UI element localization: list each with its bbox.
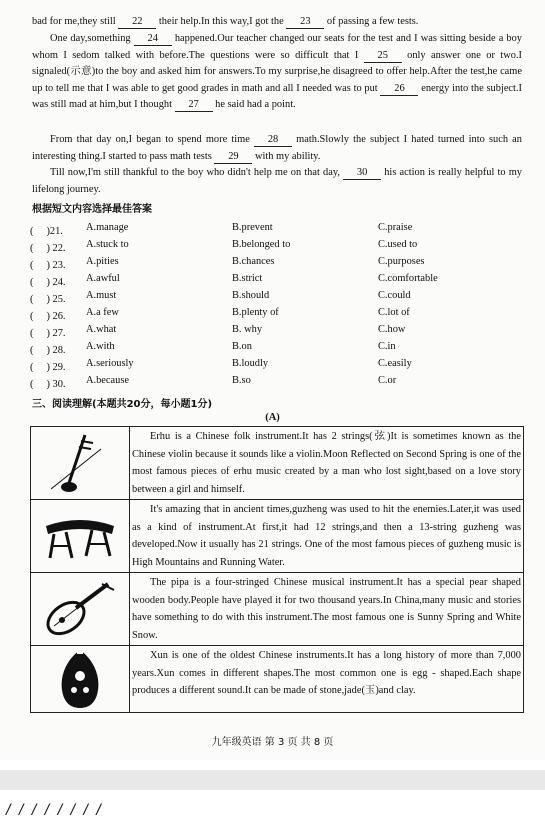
xun-icon <box>31 646 130 712</box>
paragraph-4: Till now,I'm still thankful to the boy who didn't help me on that day, 30 his action is really helpful to my lifelong journey. <box>32 167 522 195</box>
option-a: A.with <box>86 341 115 352</box>
section-a-label: (A) <box>265 412 280 423</box>
question-number: ( ) 27. <box>30 328 66 339</box>
option-a: A.must <box>86 290 117 301</box>
option-c: C.lot of <box>378 307 410 318</box>
option-c: C.praise <box>378 222 413 233</box>
blank-22: 22 <box>118 16 156 29</box>
option-a: A.a few <box>86 307 119 318</box>
question-number: ( ) 25. <box>30 294 66 305</box>
question-number: ( ) 23. <box>30 260 66 271</box>
section-3-heading: 三、阅读理解(本题共20分，每小题1分) <box>32 399 213 410</box>
option-a: A.manage <box>86 222 129 233</box>
blank-23: 23 <box>286 16 324 29</box>
option-row <box>30 307 530 324</box>
question-number: ( ) 28. <box>30 345 66 356</box>
blank-29: 29 <box>214 151 252 164</box>
paragraph-3: From that day on,I began to spend more time 28 math.Slowly the subject I hated turned into such an interesting thing.I started to pass math tests 29 with my ability. <box>32 134 522 162</box>
option-row <box>30 358 530 375</box>
option-b: B.chances <box>232 256 275 267</box>
option-b: B.belonged to <box>232 239 291 250</box>
option-c: C.how <box>378 324 406 335</box>
table-row <box>31 646 523 712</box>
question-number: ( ) 29. <box>30 362 66 373</box>
blank-25: 25 <box>364 50 402 63</box>
instrument-table <box>30 426 524 713</box>
option-row <box>30 324 530 341</box>
table-row <box>31 500 523 573</box>
blank-27: 27 <box>175 99 213 112</box>
option-row <box>30 375 530 392</box>
instrument-text: Xun is one of the oldest Chinese instruments.It has a long history of more than 7,000 years.Xun comes in different shapes.The most common one is egg - shaped.Each shape produces a different sound.It can be made of stone,jade(玉)and clay. <box>132 650 521 696</box>
option-c: C.or <box>378 375 397 386</box>
option-row <box>30 222 530 239</box>
option-b: B.plenty of <box>232 307 279 318</box>
option-b: B.should <box>232 290 270 301</box>
option-a: A.awful <box>86 273 120 284</box>
option-row <box>30 290 530 307</box>
page-footer: 九年级英语 第 3 页 共 8 页 <box>211 737 334 748</box>
option-c: C.could <box>378 290 411 301</box>
instrument-text: It's amazing that in ancient times,guzheng was used to hit the enemies.Later,it was used as a kind of instrument.At first,it had 12 strings,and then a 13-string guzheng was developed.Now it usually has 21 strings. One of the most famous pieces of guzheng music is High Mountains and Running Water. <box>132 504 521 568</box>
option-a: A.stuck to <box>86 239 129 250</box>
question-number: ( )21. <box>30 226 63 237</box>
paragraph-2: One day,something 24 happened.Our teacher changed our seats for the test and I was sitting beside a boy whom I sedom talked with before.The questions were so difficult that I 25 only answer one or two.I signaled(示意)to the boy and asked him for answers.To my surprise,he disagreed to offer help.After the test,he came up to tell me that I was able to get good grades in math and all I needed was to put 26 energy into the subject.I was still mad at him,but I thought 27 he said had a point. <box>32 33 522 110</box>
option-row <box>30 341 530 358</box>
page-gap <box>0 770 545 790</box>
instruction-heading: 根据短文内容选择最佳答案 <box>32 204 152 215</box>
question-number: ( ) 24. <box>30 277 66 288</box>
option-a: A.because <box>86 375 129 386</box>
question-number: ( ) 30. <box>30 379 66 390</box>
option-row <box>30 239 530 256</box>
next-page <box>0 790 545 826</box>
blank-30: 30 <box>343 167 381 180</box>
option-a: A.pities <box>86 256 119 267</box>
option-c: C.easily <box>378 358 412 369</box>
guzheng-icon <box>31 500 130 572</box>
option-b: B.so <box>232 375 251 386</box>
option-c: C.in <box>378 341 396 352</box>
option-b: B.loudly <box>232 358 269 369</box>
blank-26: 26 <box>380 83 418 96</box>
question-number: ( ) 26. <box>30 311 66 322</box>
option-c: C.used to <box>378 239 418 250</box>
option-b: B. why <box>232 324 263 335</box>
paragraph-1: bad for me,they still 22 their help.In this way,I got the 23 of passing a few tests. <box>32 16 419 27</box>
blank-24: 24 <box>134 33 172 46</box>
option-a: A.what <box>86 324 117 335</box>
question-number: ( ) 22. <box>30 243 66 254</box>
erhu-icon <box>31 427 130 499</box>
option-row <box>30 273 530 290</box>
instrument-text: Erhu is a Chinese folk instrument.It has 2 strings(弦)It is sometimes known as the Chinese violin because it sounds like a violin.Moon Reflected on Second Spring is one of the most famous pieces of erhu music created by a man who lost sight,based on a love story between a girl and himself. <box>132 431 521 495</box>
option-a: A.seriously <box>86 358 134 369</box>
next-page-marks: / / / / / / / / <box>6 802 103 819</box>
instrument-text: The pipa is a four-stringed Chinese musical instrument.It has a special pear shaped wooden body.People have played it for two thousand years.In China,many music and stories have something to do with this instrument.The most famous one is Sunny Spring and White Snow. <box>132 577 521 641</box>
blank-28: 28 <box>254 134 292 147</box>
table-row <box>31 573 523 646</box>
option-row <box>30 256 530 273</box>
option-b: B.strict <box>232 273 263 284</box>
option-b: B.prevent <box>232 222 273 233</box>
option-c: C.comfortable <box>378 273 438 284</box>
option-c: C.purposes <box>378 256 425 267</box>
option-b: B.on <box>232 341 252 352</box>
table-row <box>31 427 523 500</box>
pipa-icon <box>31 573 130 645</box>
